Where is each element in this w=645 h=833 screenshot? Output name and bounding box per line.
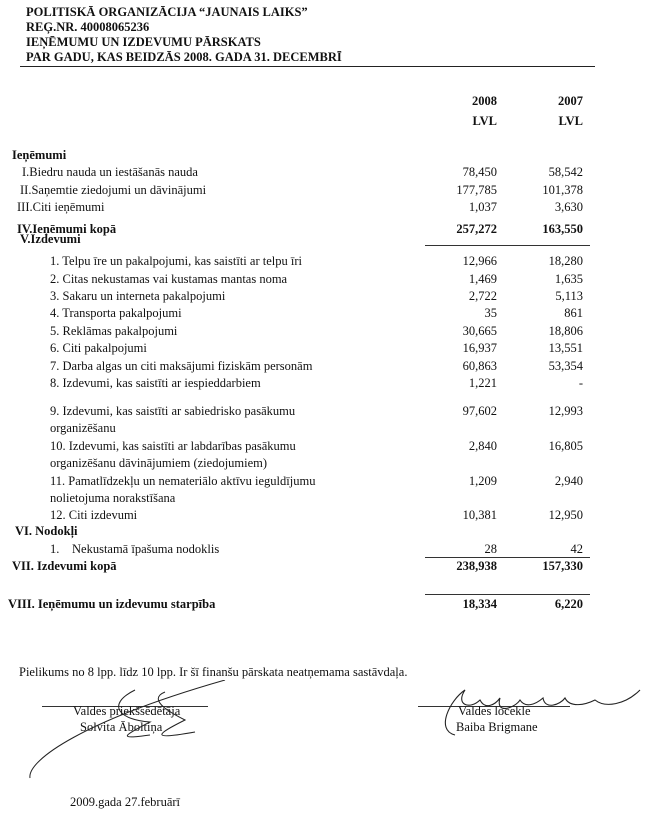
value-2008: 28 (484, 542, 497, 556)
row-label: 1. Telpu īre un pakalpojumi, kas saistīti ar telpu īri (50, 254, 302, 268)
value-2007: 5,113 (555, 289, 583, 303)
row-label-continued: organizēšanu dāvinājumiem (ziedojumiem) (50, 456, 268, 470)
value-2008: 257,272 (456, 222, 497, 236)
expense-row (0, 272, 645, 287)
value-2007: 3,630 (554, 200, 583, 214)
value-2008: 30,665 (462, 324, 497, 338)
note-text: Pielikums no 8 lpp. līdz 10 lpp. Ir šī finanšu pārskata neatņemama sastāvdaļa. (19, 665, 408, 679)
row-label: 10. Izdevumi, kas saistīti ar labdarības pasākumu (50, 439, 296, 453)
header-rule (20, 66, 595, 67)
expense-row (0, 376, 645, 391)
row-label: 12. Citi izdevumi (50, 508, 138, 522)
row-label: 5. Reklāmas pakalpojumi (50, 324, 178, 338)
row-label: V.Izdevumi (20, 232, 81, 246)
col-2007-currency: LVL (558, 114, 583, 128)
value-2008: 60,863 (462, 359, 497, 373)
value-2007: 157,330 (542, 559, 583, 573)
income-subtotal-rule (425, 245, 590, 246)
expense-row (0, 341, 645, 356)
value-2008: 1,037 (468, 200, 497, 214)
report-title: IEŅĒMUMU UN IZDEVUMU PĀRSKATS (26, 35, 261, 49)
row-label: I.Biedru nauda un iestāšanās nauda (22, 165, 198, 179)
row-label: 11. Pamatlīdzekļu un nemateriālo aktīvu ieguldījumu (50, 474, 316, 488)
value-2008: 16,937 (462, 341, 497, 355)
org-name: POLITISKĀ ORGANIZĀCIJA “JAUNAIS LAIKS” (26, 5, 308, 19)
expense-row (0, 306, 645, 321)
row-label: VIII. Ieņēmumu un izdevumu starpība (8, 597, 216, 611)
reg-number: REĢ.NR. 40008065236 (26, 20, 150, 34)
signature-2-icon (425, 680, 645, 740)
value-2007: 6,220 (554, 597, 583, 611)
row-label: VII. Izdevumi kopā (12, 559, 117, 573)
expense-row (0, 359, 645, 374)
value-2007: 18,806 (548, 324, 583, 338)
expense-subtotal-rule (425, 557, 590, 558)
value-2007: 12,993 (548, 404, 583, 418)
income-row (0, 183, 645, 198)
value-2008: 35 (484, 306, 497, 320)
difference-rule (425, 594, 590, 595)
signer-2-name: Baiba Brigmane (456, 720, 538, 734)
expense-row (0, 254, 645, 269)
expense-row (0, 404, 645, 435)
value-2008: 1,209 (468, 474, 497, 488)
row-label: IV.Ieņēmumi kopā (17, 222, 117, 236)
value-2007: 58,542 (548, 165, 583, 179)
value-2007: 42 (570, 542, 583, 556)
row-label: Ieņēmumi (12, 148, 67, 162)
value-2007: 163,550 (542, 222, 583, 236)
value-2008: 2,840 (468, 439, 497, 453)
value-2008: 78,450 (462, 165, 497, 179)
signing-date: 2009.gada 27.februārī (70, 795, 181, 809)
row-label: 2. Citas nekustamas vai kustamas mantas noma (50, 272, 288, 286)
value-2007: 18,280 (548, 254, 583, 268)
value-2007: 12,950 (548, 508, 583, 522)
row-label: 8. Izdevumi, kas saistīti ar iespieddarbiem (50, 376, 261, 390)
row-label: VI. Nodokļi (15, 524, 78, 538)
row-label: 9. Izdevumi, kas saistīti ar sabiedrisko pasākumu (50, 404, 296, 418)
value-2008: 1,221 (468, 376, 497, 390)
col-2008: 2008 (472, 94, 497, 108)
value-2007: 16,805 (548, 439, 583, 453)
taxes-heading (0, 524, 645, 539)
income-row (0, 165, 645, 180)
value-2007: 53,354 (548, 359, 583, 373)
row-label-continued: nolietojuma norakstīšana (50, 491, 176, 505)
value-2007: - (578, 376, 583, 390)
value-2008: 12,966 (462, 254, 497, 268)
value-2007: 2,940 (554, 474, 583, 488)
value-2007: 101,378 (542, 183, 583, 197)
tax-row (0, 542, 645, 557)
value-2008: 238,938 (456, 559, 497, 573)
expense-row (0, 474, 645, 505)
value-2008: 18,334 (462, 597, 497, 611)
difference-row (0, 597, 645, 612)
value-2008: 177,785 (456, 183, 497, 197)
value-2008: 10,381 (462, 508, 497, 522)
expense-row (0, 289, 645, 304)
row-label: III.Citi ieņēmumi (17, 200, 105, 214)
value-2007: 861 (564, 306, 583, 320)
report-period: PAR GADU, KAS BEIDZĀS 2008. GADA 31. DECEMBRĪ (26, 50, 342, 64)
value-2007: 1,635 (554, 272, 583, 286)
tax-row-number: 1. (50, 542, 60, 556)
signer-1-role: Valdes priekšsēdētāja (73, 704, 181, 718)
row-label: 6. Citi pakalpojumi (50, 341, 147, 355)
expense-row (0, 508, 645, 523)
col-2007: 2007 (558, 94, 583, 108)
expense-row (0, 324, 645, 339)
expenses-total-row (0, 559, 645, 574)
value-2008: 2,722 (468, 289, 497, 303)
col-2008-currency: LVL (472, 114, 497, 128)
income-heading (0, 148, 645, 163)
signer-1-name: Solvita Āboltiņa (80, 720, 163, 734)
income-row (0, 200, 645, 215)
row-label: 4. Transporta pakalpojumi (50, 306, 182, 320)
value-2008: 97,602 (462, 404, 497, 418)
row-label: II.Saņemtie ziedojumi un dāvinājumi (20, 183, 207, 197)
signer-2-role: Valdes locekle (458, 704, 531, 718)
row-label: Nekustamā īpašuma nodoklis (72, 542, 220, 556)
value-2007: 13,551 (548, 341, 583, 355)
value-2008: 1,469 (468, 272, 497, 286)
expense-row (0, 439, 645, 470)
row-label-continued: organizēšanu (50, 421, 116, 435)
row-label: 3. Sakaru un interneta pakalpojumi (50, 289, 226, 303)
row-label: 7. Darba algas un citi maksājumi fiziskām personām (50, 359, 313, 373)
signature-1-icon (25, 680, 245, 780)
